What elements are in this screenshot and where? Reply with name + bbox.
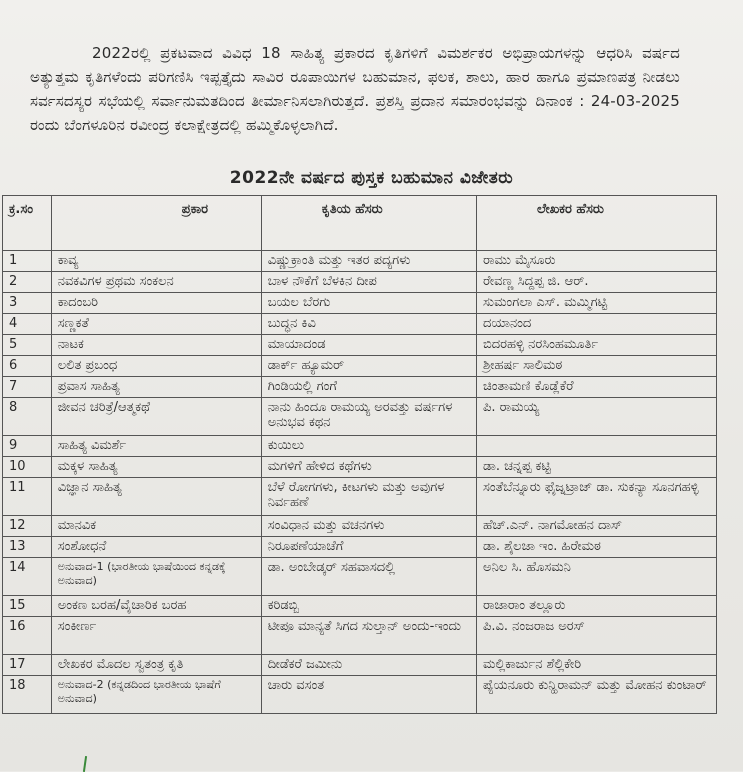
book-cell: ಡಾರ್ಕ್ ಹ್ಯೂಮರ್ [261,356,476,377]
category-cell: ಲೇಖಕರ ಮೊದಲ ಸ್ವತಂತ್ರ ಕೃತಿ [51,655,261,676]
intro-paragraph: 2022ರಲ್ಲಿ ಪ್ರಕಟವಾದ ವಿವಿಧ 18 ಸಾಹಿತ್ಯ ಪ್ರಕಾರದ ಕೃತಿಗಳಿಗೆ ವಿಮರ್ಶಕರ ಅಭಿಪ್ರಾಯಗಳನ್ನು ಆಧರಿಸಿ ವರ್ಷದ ಅತ್ಯುತ್ತಮ ಕೃತಿಗಳೆಂದು ಪರಿಗಣಿಸಿ ಇಪ್ಪತ್ತೈದು ಸಾವಿರ ರೂಪಾಯಿಗಳ ಬಹುಮಾನ, ಫಲಕ, ಶಾಲು, ಹಾರ ಹಾಗೂ ಪ್ರಮಾಣಪತ್ರ ನೀಡಲು ಸರ್ವಸದಸ್ಯರ ಸಭೆಯಲ್ಲಿ ಸರ್ವಾನುಮತದಿಂದ ತೀರ್ಮಾನಿಸಲಾಗಿರುತ್ತದೆ. ಪ್ರಶಸ್ತಿ ಪ್ರದಾನ ಸಮಾರಂಭವನ್ನು ದಿನಾಂಕ : 24-03-2025 ರಂದು ಬೆಂಗಳೂರಿನ ರವೀಂದ್ರ ಕಲಾಕ್ಷೇತ್ರದಲ್ಲಿ ಹಮ್ಮಿಕೊಳ್ಳಲಾಗಿದೆ. [30,44,680,134]
table-row [3,251,717,272]
category-cell: ಕಾವ್ಯ [51,251,261,272]
header-book: ಕೃತಿಯ ಹೆಸರು [261,196,476,251]
category-cell: ವಿಜ್ಞಾನ ಸಾಹಿತ್ಯ [51,478,261,516]
book-cell: ಡಾ. ಅಂಬೇಡ್ಕರ್ ಸಹವಾಸದಲ್ಲಿ [261,558,476,596]
table-row [3,676,717,714]
serial-cell: 16 [3,617,52,655]
serial-cell: 1 [3,251,52,272]
category-cell: ಮಕ್ಕಳ ಸಾಹಿತ್ಯ [51,457,261,478]
author-cell: ದಯಾನಂದ [477,314,717,335]
book-cell: ಮಾಯಾದಂಡ [261,335,476,356]
book-cell: ನಿರೂಪಣೆಯಾಚೆಗೆ [261,537,476,558]
category-cell: ಸಣ್ಣಕತೆ [51,314,261,335]
table-row [3,314,717,335]
book-cell: ದೀಡೆಕರೆ ಜಮೀನು [261,655,476,676]
author-cell: ಅನಿಲ ಸಿ. ಹೊಸಮನಿ [477,558,717,596]
table-row [3,617,717,655]
table-row [3,596,717,617]
table-row [3,377,717,398]
author-cell: ರಾಮು ಮೈಸೂರು [477,251,717,272]
book-cell: ಗಿಂಡಿಯಲ್ಲಿ ಗಂಗೆ [261,377,476,398]
serial-cell: 5 [3,335,52,356]
book-cell: ಕುಯಿಲು [261,436,476,457]
table-row [3,537,717,558]
book-cell: ಬಾಳ ನೌಕೆಗೆ ಬೆಳಕಿನ ದೀಪ [261,272,476,293]
serial-cell: 13 [3,537,52,558]
table-row [3,457,717,478]
table-row [3,558,717,596]
table-row [3,335,717,356]
author-cell: ಪಿ. ರಾಮಯ್ಯ [477,398,717,436]
pen-mark [83,756,87,772]
table-row [3,272,717,293]
book-cell: ಬಯಲ ಬೆರಗು [261,293,476,314]
author-cell: ರಾಜಾರಾಂ ತಲ್ಲೂರು [477,596,717,617]
table-header-row [3,196,717,251]
book-cell: ಟೀಪೂ ಮಾನ್ಯತೆ ಸಿಗದ ಸುಲ್ತಾನ್ ಅಂದು-ಇಂದು [261,617,476,655]
serial-cell: 9 [3,436,52,457]
serial-cell: 2 [3,272,52,293]
table-title: 2022ನೇ ವರ್ಷದ ಪುಸ್ತಕ ಬಹುಮಾನ ವಿಜೇತರು [229,168,514,188]
category-cell: ಲಲಿತ ಪ್ರಬಂಧ [51,356,261,377]
serial-cell: 4 [3,314,52,335]
author-cell: ಡಾ. ಶೈಲಜಾ ಇಂ. ಹಿರೇಮಠ [477,537,717,558]
author-cell: ಪಿ.ವಿ. ನಂಜರಾಜ ಅರಸ್ [477,617,717,655]
book-cell: ಸಂವಿಧಾನ ಮತ್ತು ವಚನಗಳು [261,516,476,537]
category-cell: ಅನುವಾದ-2 (ಕನ್ನಡದಿಂದ ಭಾರತೀಯ ಭಾಷೆಗೆ ಅನುವಾದ) [51,676,261,714]
category-cell: ಪ್ರವಾಸ ಸಾಹಿತ್ಯ [51,377,261,398]
serial-cell: 7 [3,377,52,398]
category-cell: ಅನುವಾದ-1 (ಭಾರತೀಯ ಭಾಷೆಯಿಂದ ಕನ್ನಡಕ್ಕೆ ಅನುವಾದ) [51,558,261,596]
author-cell [477,436,717,457]
table-row [3,478,717,516]
serial-cell: 18 [3,676,52,714]
category-cell: ಸಾಹಿತ್ಯ ವಿಮರ್ಶೆ [51,436,261,457]
award-winners-table [2,195,717,714]
author-cell: ರೇವಣ್ಣ ಸಿದ್ದಪ್ಪ ಜಿ. ಆರ್. [477,272,717,293]
header-serial: ಕ್ರ.ಸಂ [3,196,52,251]
category-cell: ಜೀವನ ಚರಿತ್ರೆ/ಆತ್ಮಕಥೆ [51,398,261,436]
table-row [3,516,717,537]
serial-cell: 3 [3,293,52,314]
serial-cell: 12 [3,516,52,537]
category-cell: ಅಂಕಣ ಬರಹ/ವೈಚಾರಿಕ ಬರಹ [51,596,261,617]
header-author: ಲೇಖಕರ ಹೆಸರು [477,196,717,251]
serial-cell: 11 [3,478,52,516]
author-cell: ಸುಮಂಗಲಾ ಎಸ್. ಮಮ್ಮಿಗಟ್ಟಿ [477,293,717,314]
author-cell: ಹೆಚ್.ಎನ್. ನಾಗಮೋಹನ ದಾಸ್ [477,516,717,537]
book-cell: ವಿಷ್ಣುಕ್ರಾಂತಿ ಮತ್ತು ಇತರ ಪದ್ಯಗಳು [261,251,476,272]
author-cell: ಡಾ. ಚನ್ನಪ್ಪ ಕಟ್ಟಿ [477,457,717,478]
table-row [3,398,717,436]
author-cell: ಬಿದರಹಳ್ಳಿ ನರಸಿಂಹಮೂರ್ತಿ [477,335,717,356]
book-cell: ಮಗಳಿಗೆ ಹೇಳಿದ ಕಥೆಗಳು [261,457,476,478]
category-cell: ಕಾದಂಬರಿ [51,293,261,314]
table-row [3,293,717,314]
author-cell: ಶ್ರೀಹರ್ಷ ಸಾಲಿಮಠ [477,356,717,377]
category-cell: ಮಾನವಿಕ [51,516,261,537]
category-cell: ನವಕವಿಗಳ ಪ್ರಥಮ ಸಂಕಲನ [51,272,261,293]
author-cell: ಪ್ಯೆಯನೂರು ಕುನ್ಹಿರಾಮನ್ ಮತ್ತು ಮೋಹನ ಕುಂಟಾರ್ [477,676,717,714]
author-cell: ಮಲ್ಲಿಕಾರ್ಜುನ ಶೆಲ್ಲಿಕೇರಿ [477,655,717,676]
table-row [3,436,717,457]
serial-cell: 10 [3,457,52,478]
category-cell: ಸಂಕೀರ್ಣ [51,617,261,655]
book-cell: ಚಾರು ವಸಂತ [261,676,476,714]
author-cell: ಚಿಂತಾಮಣಿ ಕೊಡ್ಲೆಕೆರೆ [477,377,717,398]
serial-cell: 6 [3,356,52,377]
category-cell: ನಾಟಕ [51,335,261,356]
table-row [3,655,717,676]
author-cell: ಸಂತೆಬೆನ್ನೂರು ಫೈಜ್ನಟ್ರಾಜ್ ಡಾ. ಸುಕನ್ಯಾ ಸೂನಗಹಳ್ಳಿ [477,478,717,516]
serial-cell: 15 [3,596,52,617]
serial-cell: 8 [3,398,52,436]
serial-cell: 14 [3,558,52,596]
book-cell: ಬೆಳೆ ರೋಗಗಳು, ಕೀಟಗಳು ಮತ್ತು ಅವುಗಳ ನಿರ್ವಹಣೆ [261,478,476,516]
book-cell: ಕರಿಡಬ್ಬಿ [261,596,476,617]
category-cell: ಸಂಶೋಧನೆ [51,537,261,558]
book-cell: ಬುದ್ಧನ ಕಿವಿ [261,314,476,335]
book-cell: ನಾನು ಹಿಂದೂ ರಾಮಯ್ಯ ಅರವತ್ತು ವರ್ಷಗಳ ಅನುಭವ ಕಥನ [261,398,476,436]
serial-cell: 17 [3,655,52,676]
table-row [3,356,717,377]
header-category: ಪ್ರಕಾರ [51,196,261,251]
